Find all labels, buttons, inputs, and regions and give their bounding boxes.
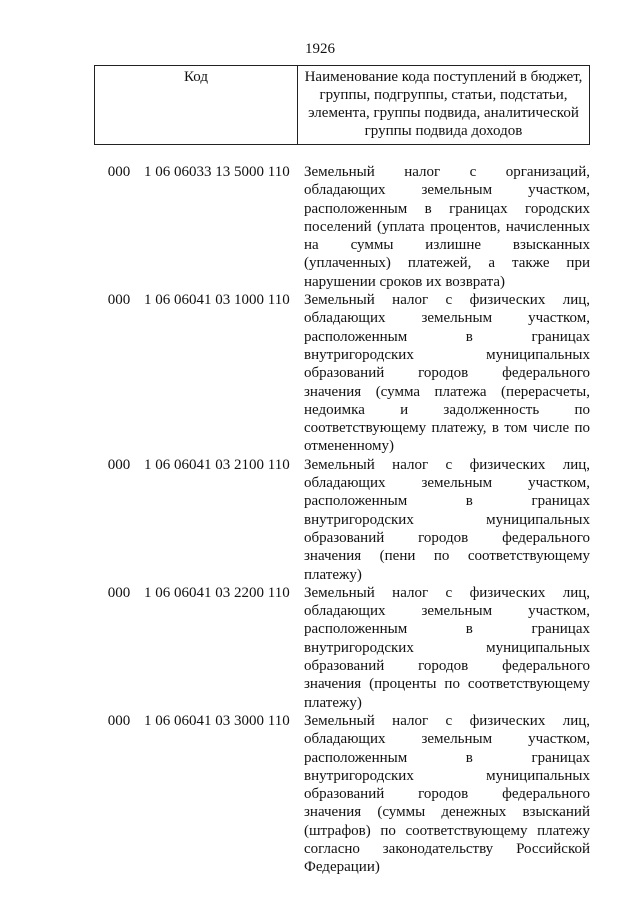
revenue-code: 1 06 06033 13 5000 110: [144, 164, 290, 180]
table-row: [94, 712, 590, 877]
revenue-description: Земельный налог с физических лиц, обладающих земельным участком, расположенным в границах внутригородских муниципальных образований городов федерального значения (пени по соответствующему платежу): [304, 456, 590, 583]
table-row: [94, 584, 590, 712]
admin-code: 000: [107, 456, 131, 473]
table-header: [94, 65, 590, 145]
admin-code: 000: [107, 164, 131, 180]
header-code-column: Код: [95, 66, 298, 144]
revenue-description: Земельный налог с физических лиц, обладающих земельным участком, расположенным в границах внутригородских муниципальных образований городов федерального значения (проценты по соответствующему платежу): [304, 584, 590, 711]
admin-code: 000: [107, 584, 131, 601]
revenue-description: Земельный налог с организаций, обладающих земельным участком, расположенным в границах городских поселений (уплата процентов, начисленных на суммы излишне взысканных (уплаченных) платежей, а также при нарушении сроков их возврата): [304, 164, 590, 290]
table-row: [94, 291, 590, 456]
header-name-column: Наименование кода поступлений в бюджет, группы, подгруппы, статьи, подстатьи, элемента, группы подвида, аналитической группы подвида доходов: [304, 69, 583, 139]
table-body: [94, 163, 590, 877]
page-number: 1926: [305, 41, 335, 57]
revenue-description: Земельный налог с физических лиц, обладающих земельным участком, расположенным в границах внутригородских муниципальных образований городов федерального значения (суммы денежных взысканий (штрафов) по соответствующему платежу согласно законодательству Российской Федерации): [304, 712, 590, 876]
revenue-code: 1 06 06041 03 3000 110: [144, 712, 290, 729]
table-row: [94, 163, 590, 291]
revenue-code: 1 06 06041 03 2100 110: [144, 456, 290, 473]
admin-code: 000: [107, 292, 131, 309]
revenue-code: 1 06 06041 03 2200 110: [144, 584, 290, 601]
table-row: [94, 456, 590, 584]
admin-code: 000: [107, 712, 131, 729]
revenue-code: 1 06 06041 03 1000 110: [144, 292, 290, 309]
revenue-description: Земельный налог с физических лиц, обладающих земельным участком, расположенным в границах внутригородских муниципальных образований городов федерального значения (сумма платежа (перерасчеты, недоимка и задолженность по соответствующему платежу, в том числе по отмененному): [304, 292, 590, 455]
